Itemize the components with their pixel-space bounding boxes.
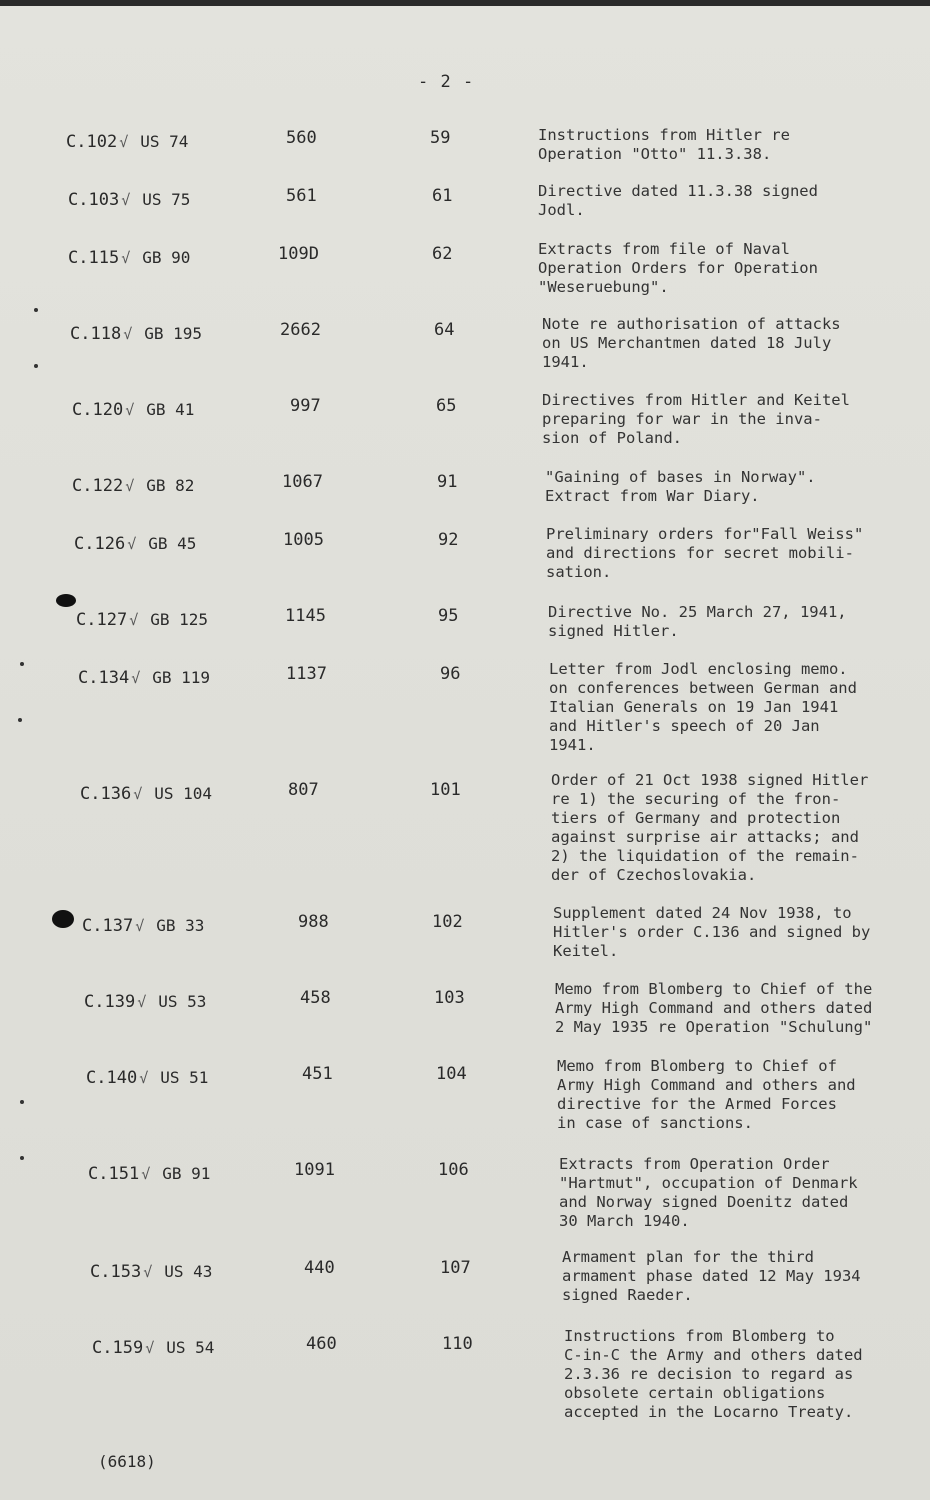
check-mark-icon: √ <box>141 1165 151 1183</box>
margin-dot <box>20 1156 24 1160</box>
page-reference: 107 <box>440 1258 471 1278</box>
document-number: 997 <box>290 396 321 416</box>
c-number: C.139 <box>84 992 136 1012</box>
document-number: 1005 <box>283 530 324 550</box>
exhibit-number: US 51 <box>160 1068 209 1087</box>
exhibit-description: Order of 21 Oct 1938 signed Hitler re 1) the securing of the fron- tiers of Germany and protection against surprise air attacks; and 2) the liquidation of the remain- der of Czechoslovakia. <box>551 771 869 884</box>
check-mark-icon: √ <box>129 611 139 629</box>
exhibit-number: GB 90 <box>142 248 191 267</box>
exhibit-description: Directive No. 25 March 27, 1941, signed Hitler. <box>548 603 847 640</box>
exhibit-reference <box>86 1068 208 1088</box>
exhibit-reference <box>84 992 206 1012</box>
c-number: C.140 <box>86 1068 138 1088</box>
document-number: 458 <box>300 988 331 1008</box>
exhibit-description: Instructions from Hitler re Operation "Otto" 11.3.38. <box>538 126 790 163</box>
check-mark-icon: √ <box>125 477 135 495</box>
c-number: C.103 <box>68 190 120 210</box>
document-number: 560 <box>286 128 317 148</box>
ink-blot <box>56 594 76 607</box>
margin-dot <box>20 1100 24 1104</box>
margin-dot <box>34 364 38 368</box>
exhibit-number: US 43 <box>164 1262 213 1281</box>
c-number: C.120 <box>72 400 124 420</box>
check-mark-icon: √ <box>127 535 137 553</box>
exhibit-reference <box>88 1164 210 1184</box>
page-reference: 64 <box>434 320 455 340</box>
exhibit-reference <box>68 248 190 268</box>
page-reference: 62 <box>432 244 453 264</box>
check-mark-icon: √ <box>133 785 143 803</box>
page-reference: 104 <box>436 1064 467 1084</box>
exhibit-number: GB 91 <box>162 1164 211 1183</box>
exhibit-number: GB 82 <box>146 476 195 495</box>
check-mark-icon: √ <box>123 325 133 343</box>
check-mark-icon: √ <box>121 191 131 209</box>
document-number: 451 <box>302 1064 333 1084</box>
ink-blot <box>52 910 74 928</box>
exhibit-number: GB 119 <box>152 668 211 687</box>
exhibit-number: GB 195 <box>144 324 203 343</box>
exhibit-number: GB 41 <box>146 400 195 419</box>
exhibit-number: US 53 <box>158 992 207 1011</box>
exhibit-number: US 104 <box>154 784 213 803</box>
exhibit-description: Instructions from Blomberg to C-in-C the Army and others dated 2.3.36 re decision to regard as obsolete certain obligations accepted in the Locarno Treaty. <box>564 1327 863 1421</box>
exhibit-description: Supplement dated 24 Nov 1938, to Hitler's order C.136 and signed by Keitel. <box>553 904 871 960</box>
exhibit-description: Directive dated 11.3.38 signed Jodl. <box>538 182 818 219</box>
exhibit-reference <box>66 132 188 152</box>
check-mark-icon: √ <box>121 249 131 267</box>
exhibit-description: Extracts from Operation Order "Hartmut", occupation of Denmark and Norway signed Doenitz dated 30 March 1940. <box>559 1155 858 1230</box>
c-number: C.137 <box>82 916 134 936</box>
document-number: 109D <box>278 244 319 264</box>
exhibit-reference <box>70 324 202 344</box>
exhibit-description: Note re authorisation of attacks on US Merchantmen dated 18 July 1941. <box>542 315 841 371</box>
exhibit-reference <box>74 534 196 554</box>
exhibit-reference <box>76 610 208 630</box>
page-reference: 65 <box>436 396 457 416</box>
exhibit-description: Letter from Jodl enclosing memo. on conferences between German and Italian Generals on 19 Jan 1941 and Hitler's speech of 20 Jan 1941. <box>549 660 857 754</box>
page-reference: 101 <box>430 780 461 800</box>
page-reference: 96 <box>440 664 461 684</box>
exhibit-number: US 74 <box>140 132 189 151</box>
margin-dot <box>20 662 24 666</box>
page-reference: 59 <box>430 128 451 148</box>
page-reference: 106 <box>438 1160 469 1180</box>
footer-code: (6618) <box>98 1452 156 1471</box>
c-number: C.159 <box>92 1338 144 1358</box>
check-mark-icon: √ <box>139 1069 149 1087</box>
page-number: - 2 - <box>418 72 475 92</box>
c-number: C.118 <box>70 324 122 344</box>
exhibit-reference <box>90 1262 212 1282</box>
check-mark-icon: √ <box>137 993 147 1011</box>
page-reference: 91 <box>437 472 458 492</box>
c-number: C.151 <box>88 1164 140 1184</box>
exhibit-reference <box>92 1338 214 1358</box>
exhibit-description: Memo from Blomberg to Chief of the Army High Command and others dated 2 May 1935 re Operation "Schulung" <box>555 980 873 1036</box>
page-reference: 102 <box>432 912 463 932</box>
exhibit-number: GB 33 <box>156 916 205 935</box>
page-reference: 110 <box>442 1334 473 1354</box>
check-mark-icon: √ <box>145 1339 155 1357</box>
exhibit-reference <box>82 916 204 936</box>
c-number: C.134 <box>78 668 130 688</box>
c-number: C.153 <box>90 1262 142 1282</box>
page-reference: 61 <box>432 186 453 206</box>
exhibit-reference <box>72 400 194 420</box>
page-reference: 92 <box>438 530 459 550</box>
exhibit-description: Memo from Blomberg to Chief of Army High Command and others and directive for the Armed Forces in case of sanctions. <box>557 1057 856 1132</box>
c-number: C.102 <box>66 132 118 152</box>
document-number: 440 <box>304 1258 335 1278</box>
page-reference: 95 <box>438 606 459 626</box>
exhibit-description: "Gaining of bases in Norway". Extract from War Diary. <box>545 468 816 505</box>
exhibit-reference <box>78 668 210 688</box>
exhibit-number: US 75 <box>142 190 191 209</box>
document-number: 1145 <box>285 606 326 626</box>
document-number: 2662 <box>280 320 321 340</box>
exhibit-reference <box>72 476 194 496</box>
exhibit-number: US 54 <box>166 1338 215 1357</box>
c-number: C.127 <box>76 610 128 630</box>
page-reference: 103 <box>434 988 465 1008</box>
c-number: C.126 <box>74 534 126 554</box>
exhibit-description: Directives from Hitler and Keitel preparing for war in the inva- sion of Poland. <box>542 391 850 447</box>
exhibit-reference <box>68 190 190 210</box>
document-number: 1137 <box>286 664 327 684</box>
c-number: C.122 <box>72 476 124 496</box>
document-number: 988 <box>298 912 329 932</box>
check-mark-icon: √ <box>143 1263 153 1281</box>
exhibit-number: GB 45 <box>148 534 197 553</box>
check-mark-icon: √ <box>119 133 129 151</box>
exhibit-number: GB 125 <box>150 610 209 629</box>
c-number: C.136 <box>80 784 132 804</box>
margin-dot <box>18 718 22 722</box>
c-number: C.115 <box>68 248 120 268</box>
check-mark-icon: √ <box>135 917 145 935</box>
margin-dot <box>34 308 38 312</box>
exhibit-description: Extracts from file of Naval Operation Orders for Operation "Weseruebung". <box>538 240 818 296</box>
check-mark-icon: √ <box>125 401 135 419</box>
document-number: 460 <box>306 1334 337 1354</box>
document-number: 1091 <box>294 1160 335 1180</box>
document-number: 561 <box>286 186 317 206</box>
exhibit-description: Armament plan for the third armament phase dated 12 May 1934 signed Raeder. <box>562 1248 861 1304</box>
document-number: 807 <box>288 780 319 800</box>
exhibit-reference <box>80 784 212 804</box>
exhibit-description: Preliminary orders for"Fall Weiss" and directions for secret mobili- sation. <box>546 525 864 581</box>
document-number: 1067 <box>282 472 323 492</box>
check-mark-icon: √ <box>131 669 141 687</box>
